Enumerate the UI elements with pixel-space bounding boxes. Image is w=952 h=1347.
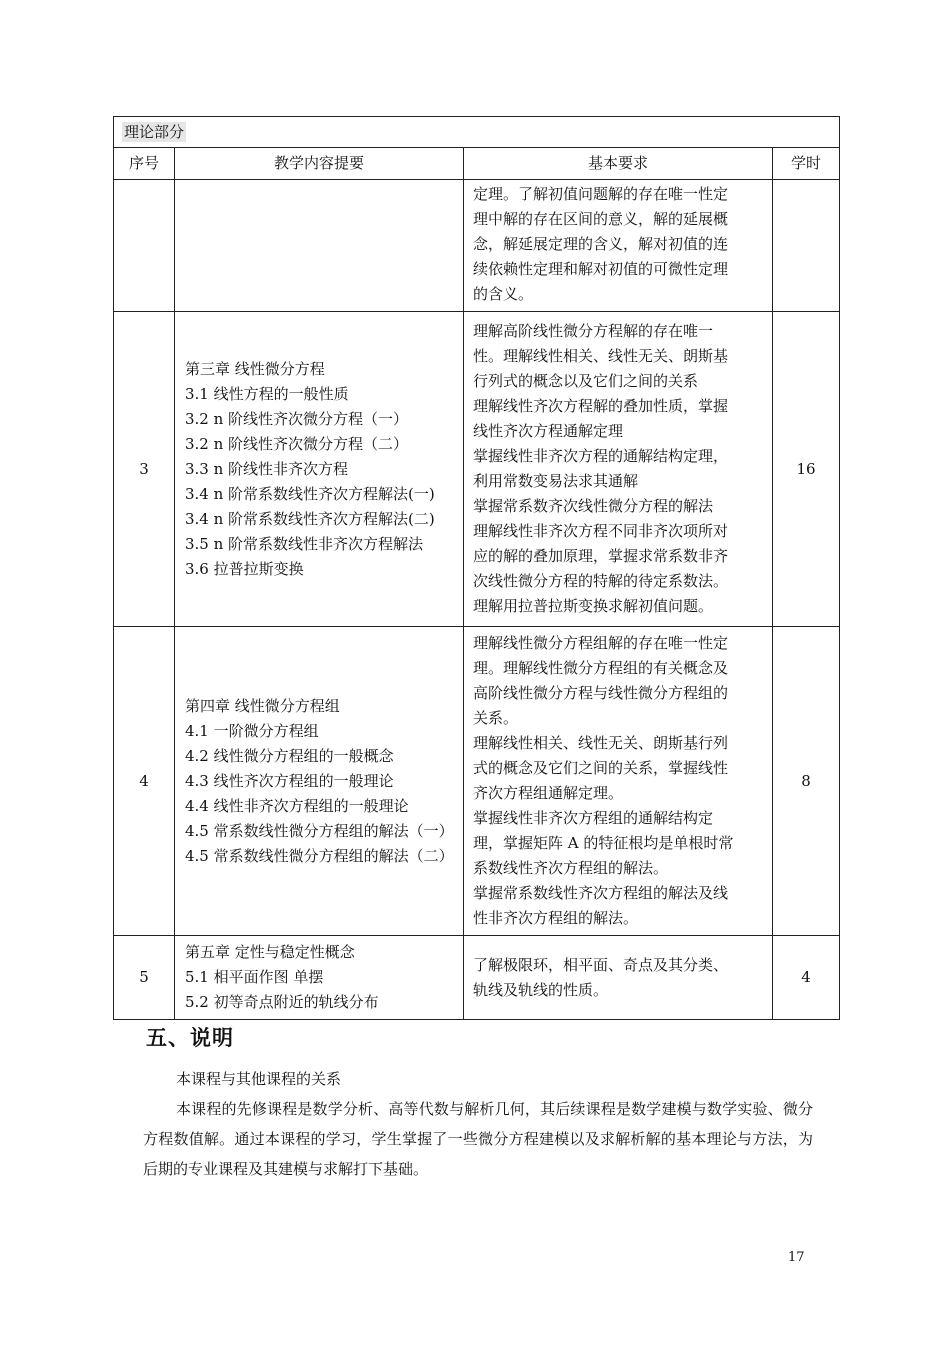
req-line: 轨线及轨线的性质。 (473, 980, 609, 999)
row-content (175, 180, 464, 312)
content-line: 3.6 拉普拉斯变换 (185, 559, 304, 578)
paragraph-relation-body: 本课程的先修课程是数学分析、高等代数与解析几何，其后续课程是数学建模与数学实验、微分方程数值解。通过本课程的学习，学生掌握了一些微分方程建模以及求解析解的基本理论与方法，为后期的专业课程及其建模与求解打下基础。 (143, 1100, 813, 1178)
req-line: 掌握线性非齐次方程的通解结构定理， (473, 447, 729, 465)
section-heading: 五、说明 (146, 1026, 234, 1050)
row-requirements (464, 180, 773, 312)
table-row (114, 936, 840, 1020)
req-line: 系数线性齐次方程组的解法。 (473, 859, 669, 877)
row-num (114, 180, 175, 312)
req-line: 理解线性非齐次方程不同非齐次项所对 (473, 522, 729, 540)
req-line: 齐次方程组通解定理。 (473, 784, 624, 802)
row-content (175, 627, 464, 936)
content-line: 第五章 定性与稳定性概念 (185, 943, 355, 961)
req-line: 掌握常系数线性齐次方程组的解法及线 (473, 884, 729, 902)
req-line: 理解线性微分方程组解的存在唯一性定 (473, 634, 729, 652)
content-line: 4.2 线性微分方程组的一般概念 (185, 746, 394, 765)
content-line: 第三章 线性微分方程 (185, 359, 325, 378)
req-line: 性非齐次方程组的解法。 (473, 909, 639, 927)
content-line: 第四章 线性微分方程组 (185, 696, 340, 715)
content-line: 4.5 常系数线性微分方程组的解法（一） (185, 821, 454, 840)
page-number: 17 (788, 1250, 805, 1265)
row-num: 3 (114, 312, 175, 627)
req-line: 理解线性相关、线性无关、朗斯基行列 (473, 734, 729, 752)
header-row (114, 148, 840, 180)
req-line: 定理。了解初值问题解的存在唯一性定 (473, 185, 729, 203)
req-line: 高阶线性微分方程与线性微分方程组的 (473, 684, 729, 702)
req-line: 掌握线性非齐次方程组的通解结构定 (473, 809, 714, 827)
row-requirements (464, 936, 773, 1020)
row-num: 5 (114, 936, 175, 1020)
content-line: 5.2 初等奇点附近的轨线分布 (185, 993, 379, 1011)
req-line: 掌握常系数齐次线性微分方程的解法 (473, 497, 714, 515)
header-content: 教学内容提要 (175, 148, 464, 180)
paragraph-relation-title: 本课程与其他课程的关系 (176, 1070, 342, 1088)
row-content (175, 936, 464, 1020)
section-title-cell (114, 117, 840, 148)
req-line: 理解高阶线性微分方程解的存在唯一 (473, 322, 714, 340)
req-line: 续依赖性定理和解对初值的可微性定理 (473, 260, 729, 278)
req-line: 线性齐次方程通解定理 (473, 422, 624, 440)
row-requirements (464, 627, 773, 936)
req-line: 行列式的概念以及它们之间的关系 (473, 372, 699, 390)
content-line: 3.2 n 阶线性齐次微分方程（一） (185, 409, 409, 428)
req-line: 念，解延展定理的含义，解对初值的连 (473, 235, 729, 253)
row-num: 4 (114, 627, 175, 936)
req-line: 利用常数变易法求其通解 (473, 472, 639, 490)
req-line: 关系。 (473, 709, 519, 727)
req-line: 次线性微分方程的特解的待定系数法。 (473, 572, 729, 590)
content-line: 5.1 相平面作图 单摆 (185, 968, 324, 986)
row-hours (773, 180, 840, 312)
req-line: 理解用拉普拉斯变换求解初值问题。 (473, 597, 714, 615)
req-line: 理。理解线性微分方程组的有关概念及 (473, 659, 729, 677)
section-title: 理论部分 (124, 122, 185, 141)
content-line: 3.2 n 阶线性齐次微分方程（二） (185, 434, 409, 453)
header-requirements: 基本要求 (464, 148, 773, 180)
table-row (114, 312, 840, 627)
req-line: 理，掌握矩阵 A 的特征根均是单根时常 (473, 834, 734, 852)
content-line: 4.1 一阶微分方程组 (185, 721, 319, 740)
req-line: 应的解的叠加原理，掌握求常系数非齐 (473, 547, 729, 565)
row-hours: 4 (773, 936, 840, 1020)
row-hours: 8 (773, 627, 840, 936)
content-line: 4.3 线性齐次方程组的一般理论 (185, 771, 394, 790)
content-line: 4.5 常系数线性微分方程组的解法（二） (185, 846, 454, 865)
req-line: 了解极限环，相平面、奇点及其分类、 (473, 955, 729, 974)
content-line: 3.4 n 阶常系数线性齐次方程解法(二) (185, 509, 435, 528)
req-line: 理解线性齐次方程解的叠加性质，掌握 (473, 397, 729, 415)
content-line: 3.1 线性方程的一般性质 (185, 384, 349, 403)
req-line: 的含义。 (473, 285, 534, 303)
content-line: 3.5 n 阶常系数线性非齐次方程解法 (185, 534, 424, 553)
table-row (114, 627, 840, 936)
row-requirements (464, 312, 773, 627)
content-line: 3.4 n 阶常系数线性齐次方程解法(一) (185, 484, 435, 503)
header-num: 序号 (114, 148, 175, 180)
header-hours: 学时 (773, 148, 840, 180)
content-line: 3.3 n 阶线性非齐次方程 (185, 459, 349, 478)
table-row (114, 180, 840, 312)
content-line: 4.4 线性非齐次方程组的一般理论 (185, 796, 409, 815)
req-line: 理中解的存在区间的意义，解的延展概 (473, 210, 729, 228)
syllabus-table (113, 116, 840, 1020)
req-line: 性。理解线性相关、线性无关、朗斯基 (473, 347, 729, 365)
row-hours: 16 (773, 312, 840, 627)
req-line: 式的概念及它们之间的关系，掌握线性 (473, 759, 729, 777)
row-content (175, 312, 464, 627)
